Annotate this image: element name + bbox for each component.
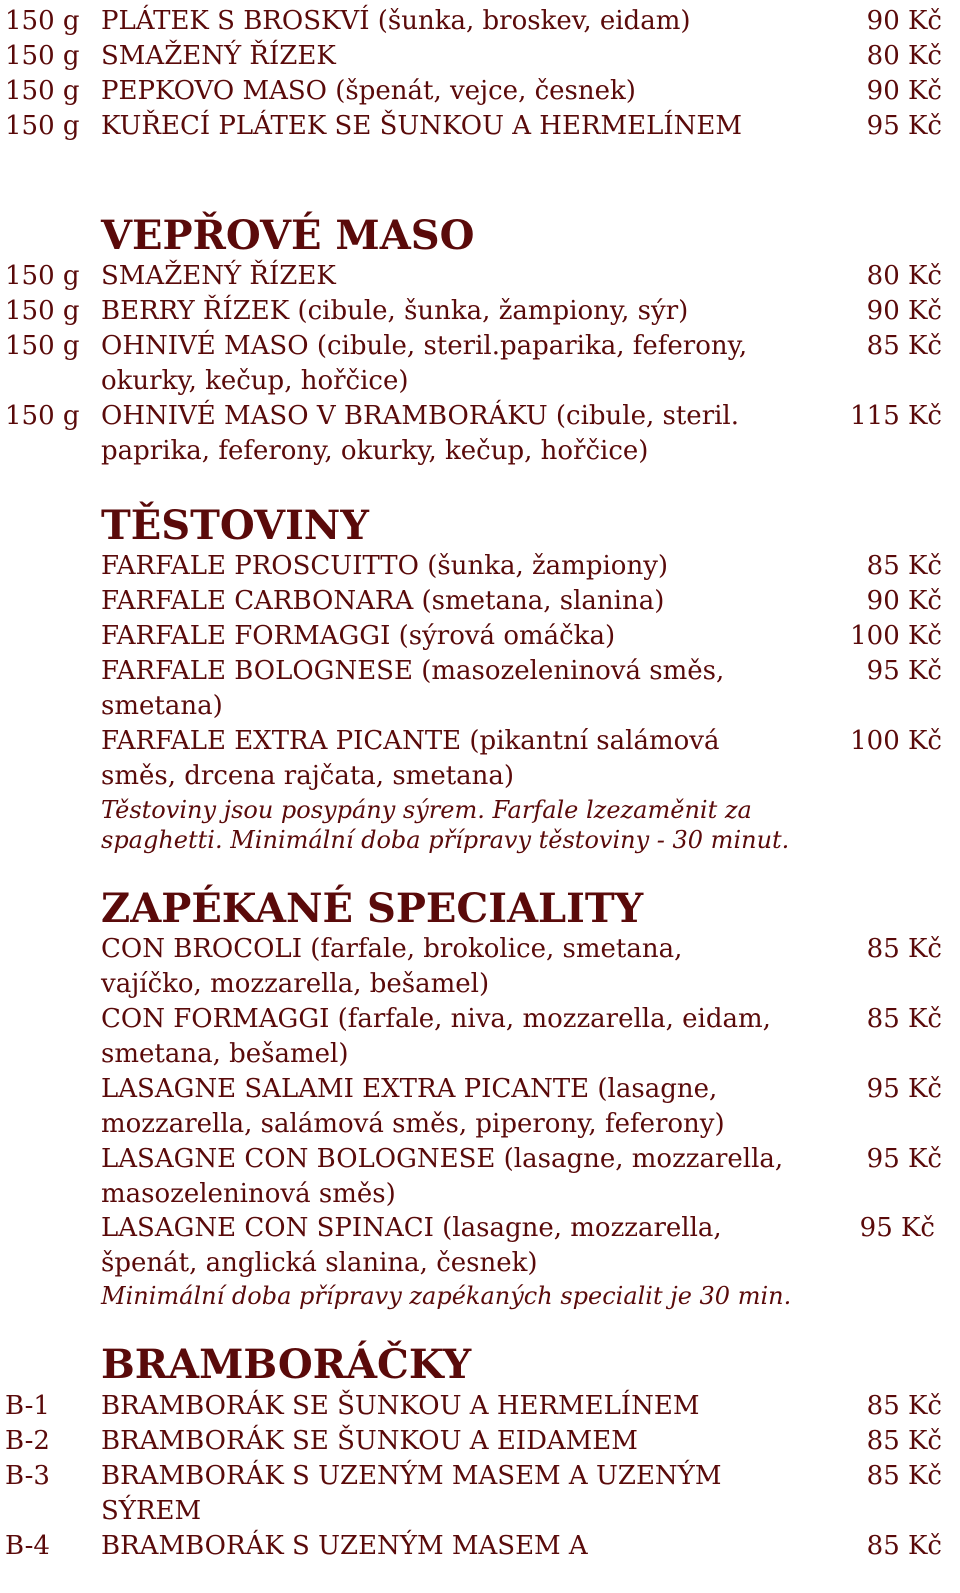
item-name: CON BROCOLI (farfale, brokolice, smetana, vajíčko, mozzarella, bešamel) <box>101 934 683 999</box>
item-price: 95 Kč <box>866 656 942 686</box>
item-name: FARFALE EXTRA PICANTE (pikantní salámová směs, drcena rajčata, smetana) <box>101 726 720 791</box>
item-code: B-4 <box>5 1531 50 1561</box>
item-name: LASAGNE SALAMI EXTRA PICANTE (lasagne, mozzarella, salámová směs, piperony, feferony) <box>101 1074 725 1139</box>
item-price: 95 Kč <box>866 1144 942 1174</box>
item-price: 85 Kč <box>866 1461 942 1491</box>
section-heading-bramboracky: BRAMBORÁČKY <box>101 1341 472 1388</box>
item-weight: 150 g <box>5 111 80 141</box>
item-name: LASAGNE CON SPINACI (lasagne, mozzarella, špenát, anglická slanina, česnek) <box>101 1213 722 1278</box>
zapekane-note: Minimální doba přípravy zapékaných specialit je 30 min. <box>101 1282 792 1310</box>
item-name: FARFALE BOLOGNESE (masozeleninová směs, smetana) <box>101 656 725 721</box>
item-price: 85 Kč <box>866 1391 942 1421</box>
item-price: 115 Kč <box>850 401 942 431</box>
item-weight: 150 g <box>5 76 80 106</box>
item-code: B-2 <box>5 1426 50 1456</box>
item-price: 85 Kč <box>866 934 942 964</box>
item-price: 85 Kč <box>866 331 942 361</box>
item-name: FARFALE CARBONARA (smetana, slanina) <box>101 586 665 616</box>
item-name: BERRY ŘÍZEK (cibule, šunka, žampiony, sýr) <box>101 296 689 326</box>
item-weight: 150 g <box>5 41 80 71</box>
item-name: BRAMBORÁK SE ŠUNKOU A HERMELÍNEM <box>101 1391 700 1421</box>
item-weight: 150 g <box>5 401 80 431</box>
item-price: 80 Kč <box>866 261 942 291</box>
item-price: 80 Kč <box>866 41 942 71</box>
section-heading-veprove: VEPŘOVÉ MASO <box>101 212 475 259</box>
item-weight: 150 g <box>5 6 80 36</box>
testoviny-note: Těstoviny jsou posypány sýrem. Farfale lzezaměnit za spaghetti. Minimální doba přípravy těstoviny - 30 minut. <box>101 796 790 854</box>
item-price: 85 Kč <box>866 551 942 581</box>
item-weight: 150 g <box>5 296 80 326</box>
item-name: FARFALE PROSCUITTO (šunka, žampiony) <box>101 551 669 581</box>
item-name: SMAŽENÝ ŘÍZEK <box>101 261 336 291</box>
item-name: PEPKOVO MASO (špenát, vejce, česnek) <box>101 76 636 106</box>
item-price: 90 Kč <box>866 296 942 326</box>
item-name: OHNIVÉ MASO V BRAMBORÁKU (cibule, steril. paprika, feferony, okurky, kečup, hořčice) <box>101 401 740 466</box>
item-code: B-3 <box>5 1461 50 1491</box>
item-name: OHNIVÉ MASO (cibule, steril.paparika, feferony, okurky, kečup, hořčice) <box>101 331 748 396</box>
item-code: B-1 <box>5 1391 50 1421</box>
item-price: 90 Kč <box>866 586 942 616</box>
item-price: 95 Kč <box>866 111 942 141</box>
item-price: 95 Kč <box>866 1074 942 1104</box>
item-name: KUŘECÍ PLÁTEK SE ŠUNKOU A HERMELÍNEM <box>101 111 743 141</box>
item-name: BRAMBORÁK S UZENÝM MASEM A UZENÝM SÝREM <box>101 1461 722 1526</box>
item-price: 100 Kč <box>850 621 942 651</box>
section-heading-zapekane: ZAPÉKANÉ SPECIALITY <box>101 885 644 932</box>
item-name: SMAŽENÝ ŘÍZEK <box>101 41 336 71</box>
item-price: 90 Kč <box>866 6 942 36</box>
item-name: BRAMBORÁK SE ŠUNKOU A EIDAMEM <box>101 1426 638 1456</box>
item-price: 100 Kč <box>850 726 942 756</box>
item-weight: 150 g <box>5 261 80 291</box>
item-price: 90 Kč <box>866 76 942 106</box>
item-name: CON FORMAGGI (farfale, niva, mozzarella, eidam, smetana, bešamel) <box>101 1004 771 1069</box>
section-heading-testoviny: TĚSTOVINY <box>101 502 369 549</box>
item-name: BRAMBORÁK S UZENÝM MASEM A <box>101 1531 588 1561</box>
item-name: FARFALE FORMAGGI (sýrová omáčka) <box>101 621 616 651</box>
item-price: 85 Kč <box>866 1426 942 1456</box>
item-name: PLÁTEK S BROSKVÍ (šunka, broskev, eidam) <box>101 6 691 36</box>
item-price: 85 Kč <box>866 1004 942 1034</box>
item-name: LASAGNE CON BOLOGNESE (lasagne, mozzarella, masozeleninová směs) <box>101 1144 784 1209</box>
item-price: 85 Kč <box>866 1531 942 1561</box>
item-price: 95 Kč <box>859 1213 935 1243</box>
item-weight: 150 g <box>5 331 80 361</box>
